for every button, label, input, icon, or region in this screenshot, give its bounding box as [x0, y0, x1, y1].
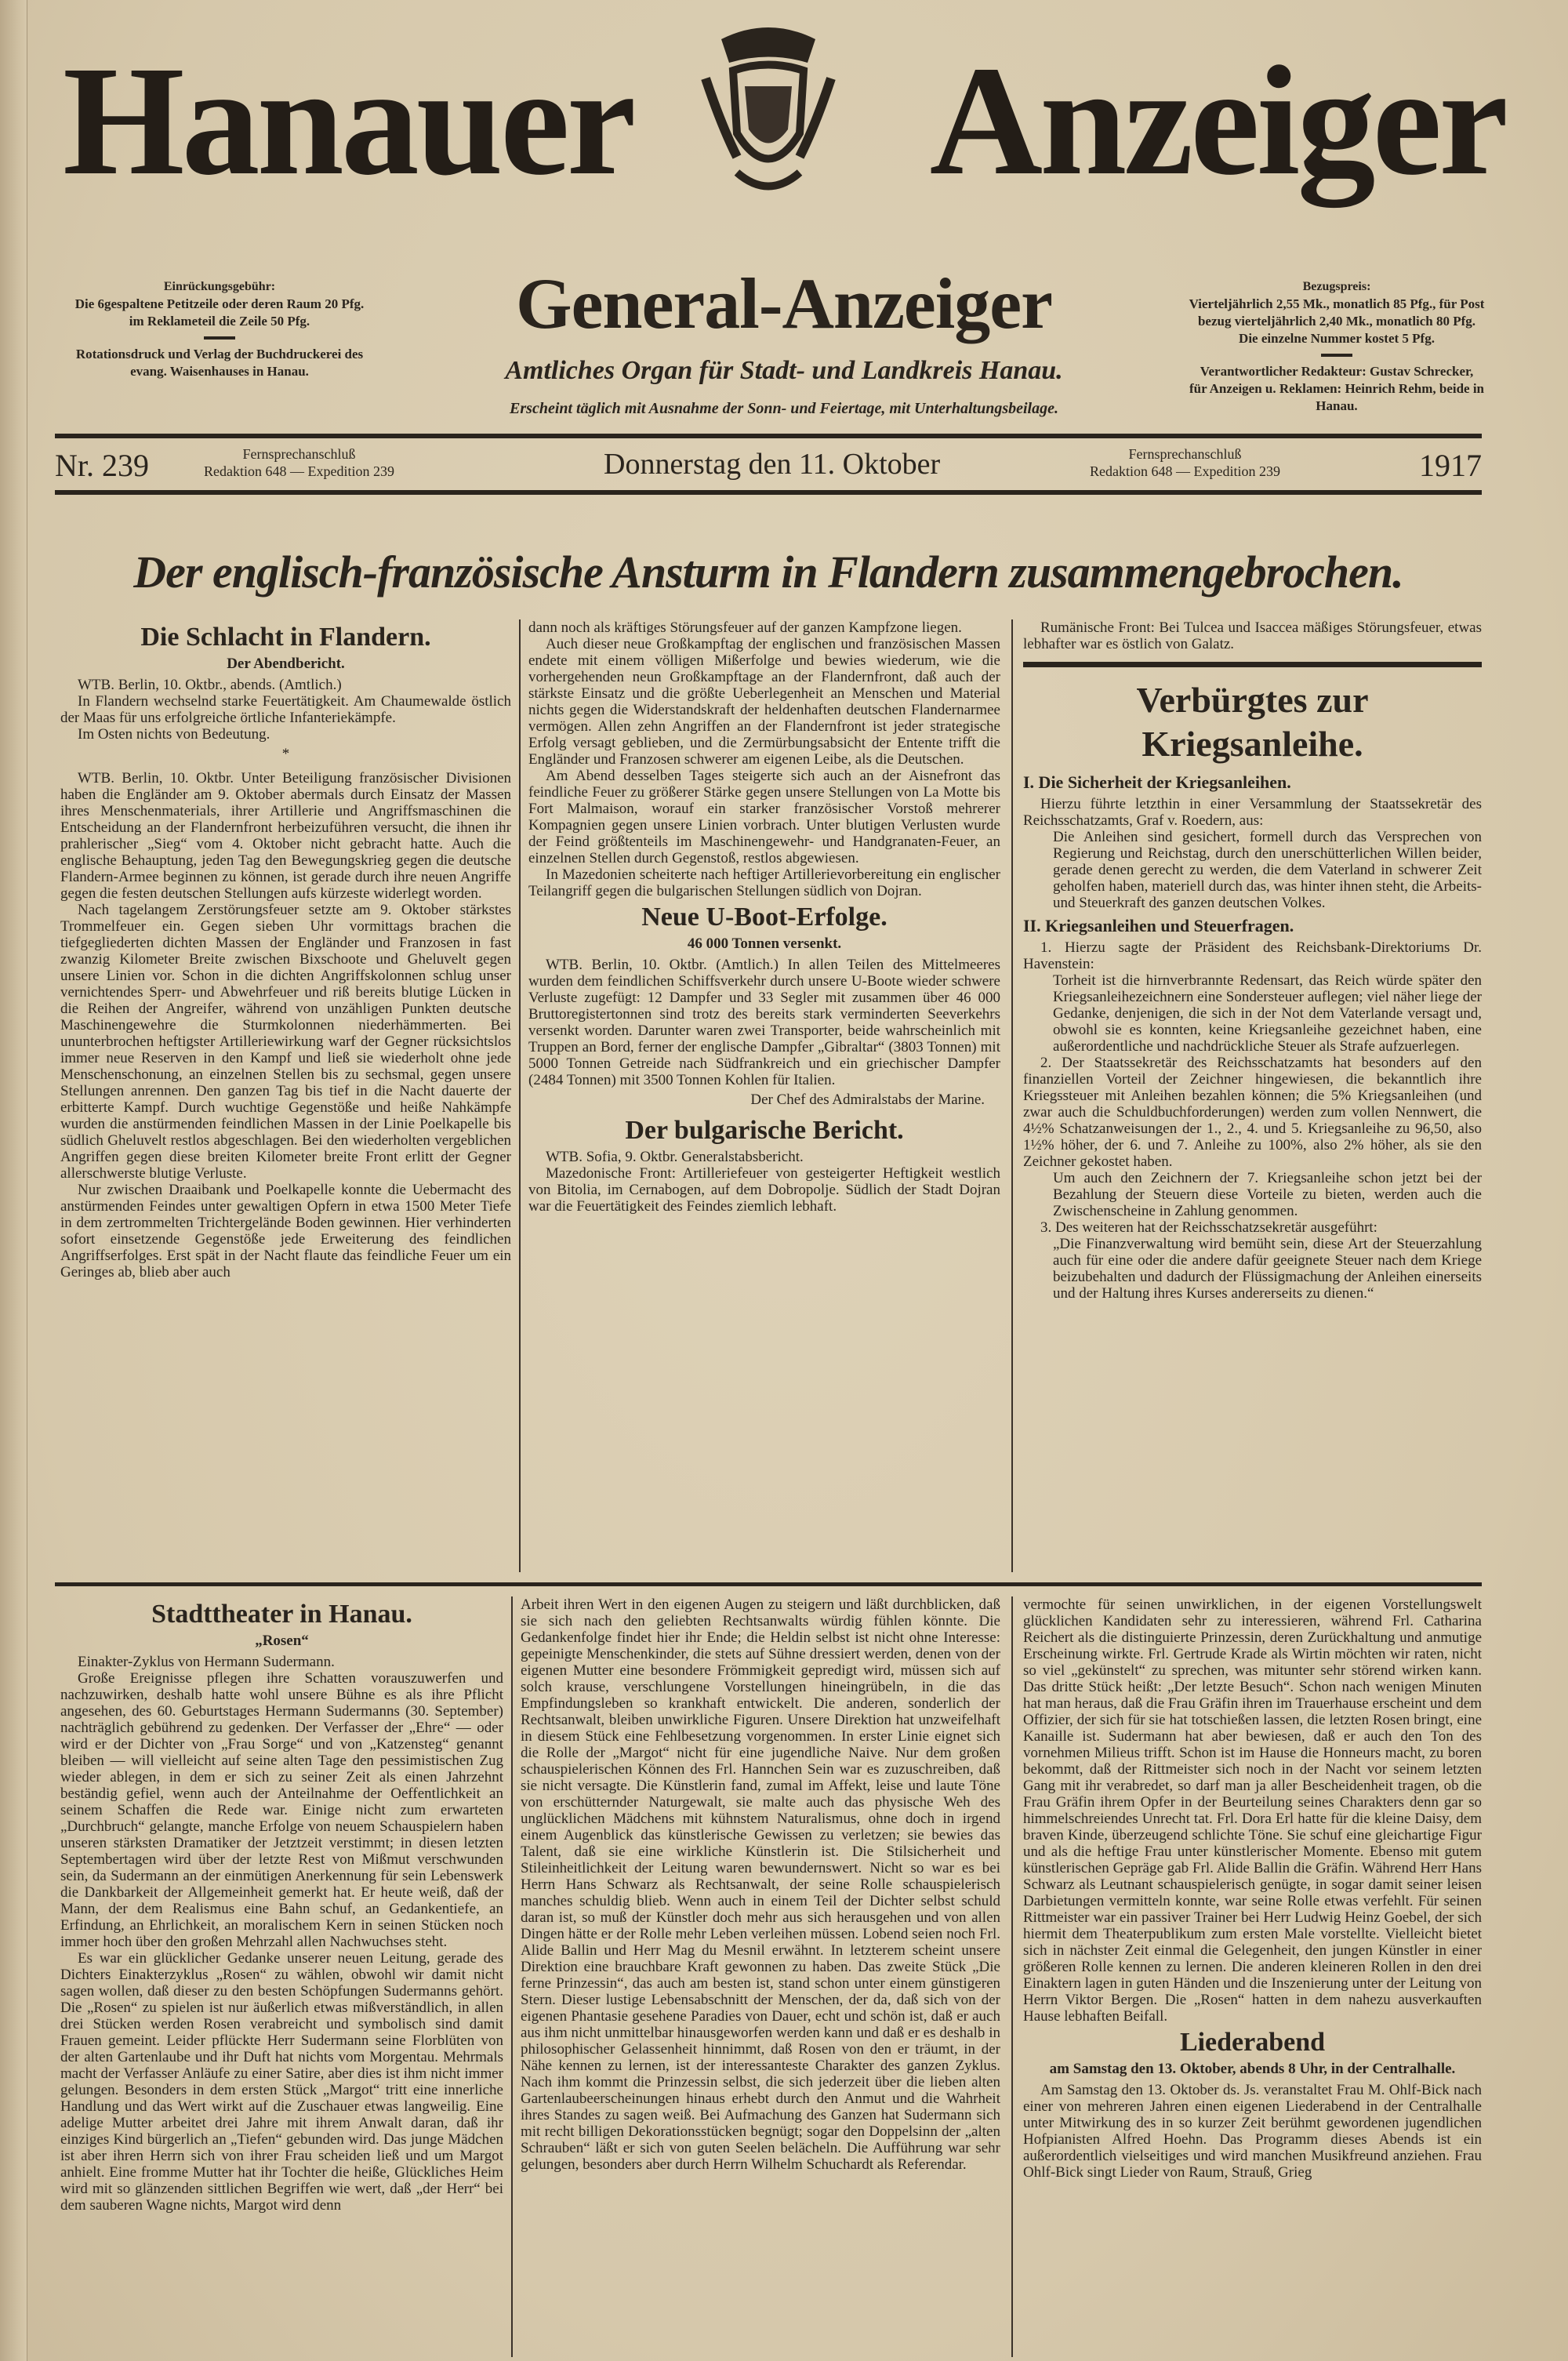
- box-heading: Bezugspreis:: [1302, 280, 1371, 293]
- paragraph: Nach tagelangem Zerstörungsfeuer setzte am 9. Oktober stärkstes Trommelfeuer ein. Gegen sieben Uhr vormittags brachen die tiefgegliederten dichten Massen der Engländer und Franzosen in fast zwanzig Kilometer Breite zwischen Bixschoote und Gheluvelt gegen unsere Linien vor. Schon in die dichten Angriffskolonnen schlug unser vernichtendes Sperr- und Abwehrfeuer und riß bereits blutige Lücken in die Reihen der Angreifer, während von unzähligen Punkten deutsche Maschinengewehre die Sturmkolonnen niederhämmerten. Bei ununterbrochen heftigster Artilleriewirkung warf der Gegner rücksichtslos immer neue Reserven in den Kampf und ließ sie wiederholt ohne jede Menschenschonung, an einzelnen Stellen bis zu sechsmal, gegen unsere Stellungen anrennen. Den ganzen Tag bis tief in die Nacht dauerte der erbitterte Kampf. Durch wuchtige Gegenstöße und heiße Nahkämpfe wurden die anstürmenden feindlichen Massen in der Linie Poelkapelle bis südlich Gheluvelt restlos abgeschlagen. Bei den wiederholten vergeblichen Angriffen gegen diese breiten Kilometer breite Front erlitt der Gegner allerschwerste blutige Verluste.: [60, 902, 511, 1182]
- paragraph: WTB. Sofia, 9. Oktbr. Generalstabsbericht.: [546, 1149, 804, 1165]
- article-heading: Der bulgarische Bericht.: [625, 1116, 904, 1145]
- official-organ: Amtliches Organ für Stadt- und Landkreis Hanau.: [505, 356, 1063, 385]
- title-left: Hanauer: [63, 35, 633, 208]
- quoted-paragraph: „Die Finanzverwaltung wird bemüht sein, diese Art der Steuerzahlung auch für eine oder die andere dafür geeignete Steuer nach dem Kriege beizubehalten und dadurch der Flüssigmachung der Anleihen einerseits und der Haltung ihres Kurses andererseits zu dienen.“: [1053, 1236, 1482, 1302]
- section-heading: II. Kriegsanleihen und Steuerfragen.: [1023, 916, 1294, 935]
- paragraph: Auch dieser neue Großkampftag der englischen und französischen Massen endete mit einem völligen Mißerfolge und bewies wiederum, wie die vorhergehenden neun Großkampftage an der Flandernfront, daß auch der stärkste Einsatz und die größte Ueberlegenheit an Menschen und Material nichts gegen die Widerstandskraft der heldenhaften deutschen Flandernarmee vermögen. Allen zehn Angriffen an der Flandernfront ist jeder strategische Erfolg versagt geblieben, und die Zermürbungsabsicht der Entente trifft die Engländer und Franzosen schwerer am eigenen Leibe, als die Deutschen.: [528, 636, 1000, 768]
- advert-rates-box: [47, 278, 392, 380]
- article-heading: Neue U-Boot-Erfolge.: [641, 903, 887, 932]
- separator: *: [281, 746, 290, 762]
- paragraph: In Mazedonien scheiterte nach heftiger Artillerievorbereitung ein englischer Teilangriff gegen die bulgarischen Stellungen südlich von Dojran.: [528, 866, 1000, 899]
- paragraph: WTB. Berlin, 10. Oktbr. (Amtlich.) In allen Teilen des Mittelmeeres wurden dem feindlichen Schiffsverkehr durch unsere U-Boote wieder schwere Verluste zugefügt: 12 Dampfer und 33 Segler mit zusammen über 46 000 Bruttoregistertonnen sind trotz des bereits stark verminderten Seeverkehrs versenkt worden. Darunter waren zwei Transporter, beide wahrscheinlich mit Truppen an Bord, ferner der englische Dampfer „Gibraltar“ (3803 Tonnen) mit 5000 Tonnen Getreide nach Südfrankreich und ein griechischer Dampfer (2484 Tonnen) mit 3500 Tonnen Kohlen für Italien.: [528, 957, 1000, 1088]
- bottom-column-1: [60, 1596, 503, 2214]
- paragraph: WTB. Berlin, 10. Oktbr., abends. (Amtlich.): [78, 677, 342, 693]
- paragraph: Mazedonische Front: Artilleriefeuer von gesteigerter Heftigkeit westlich von Bitolia, im Cernabogen, auf dem Dobropolje. Südlich der Stadt Dojran war die Feuertätigkeit des Feindes ziemlich lebhaft.: [528, 1165, 1000, 1215]
- paragraph: In Flandern wechselnd starke Feuertätigkeit. Am Chaumewalde östlich der Maas für uns erfolgreiche örtliche Infanteriekämpfe.: [60, 693, 511, 726]
- column-divider: [1011, 1596, 1013, 2357]
- divider: [1023, 662, 1482, 667]
- paragraph: 2. Der Staatssekretär des Reichsschatzamts hat besonders auf den finanziellen Vorteil der Zeichner hingewiesen, die bekanntlich ihre Kriegssteuer mit Anleihen bezahlen können; die 5% Kriegsanleihen (und zwar auch die Schuldbuchforderungen) werden zum vollen Nennwert, die 4½% Schatzanweisungen der 1., 2., 4. und 5. Kriegsanleihe zu 96,50, also 1½% höher, der 6. und 7. Anleihe zu 100%, also 2% höher, als sie den Zeichner gekostet haben.: [1023, 1055, 1482, 1170]
- paragraph: 3. Des weiteren hat der Reichsschatzsekretär ausgeführt:: [1040, 1219, 1377, 1236]
- paragraph: Hierzu führte letzthin in einer Versammlung der Staatssekretär des Reichsschatzamts, Graf v. Roedern, aus:: [1023, 796, 1482, 829]
- paragraph: Einakter-Zyklus von Hermann Sudermann.: [78, 1654, 335, 1670]
- title-right: Anzeiger: [929, 35, 1505, 208]
- publication-note: Erscheint täglich mit Ausnahme der Sonn- und Feiertage, mit Unterhaltungsbeilage.: [510, 400, 1058, 417]
- phone-numbers: Redaktion 648 — Expedition 239: [204, 463, 394, 479]
- box-line: Verantwortlicher Redakteur: Gustav Schrecker,: [1200, 364, 1474, 379]
- box-line: Die 6gespaltene Petitzeile oder deren Raum 20 Pfg.: [74, 296, 365, 311]
- quoted-paragraph: Torheit ist die hirnverbrannte Redensart, das Reich würde später den Kriegsanleihezeichnern eine Sondersteuer auflegen; viel näher liege der Gedanke, denjenigen, die sich in der Not dem Vaterlande versagt und, obwohl sie es konnten, keine Kriegsanleihe gezeichnet haben, eine außerordentliche und nachdrückliche Steuer als Strafe aufzuerlegen.: [1053, 972, 1482, 1055]
- article-heading: Liederabend: [1179, 2028, 1326, 2057]
- paragraph: 1. Hierzu sagte der Präsident des Reichsbank-Direktoriums Dr. Havenstein:: [1023, 939, 1482, 972]
- article-heading: Die Schlacht in Flandern.: [140, 623, 431, 652]
- article-subheading: 46 000 Tonnen versenkt.: [687, 935, 842, 952]
- box-line: für Anzeigen u. Reklamen: Heinrich Rehm, beide in Hanau.: [1189, 381, 1485, 413]
- subtitle: General-Anzeiger: [516, 263, 1052, 343]
- phone-label: Fernsprechanschluß: [242, 446, 356, 462]
- dateline: [55, 445, 1482, 486]
- divider: [55, 490, 1482, 495]
- section-heading: I. Die Sicherheit der Kriegsanleihen.: [1023, 772, 1291, 792]
- box-line: Rotationsdruck und Verlag der Buchdruckerei des: [75, 347, 364, 361]
- quoted-paragraph: Um auch den Zeichnern der 7. Kriegsanleihe schon jetzt bei der Bezahlung der Steuern diese Vorteile zu bieten, werden auch die Zwischenscheine in Zahlung genommen.: [1053, 1170, 1482, 1219]
- paragraph: Es war ein glücklicher Gedanke unserer neuen Leitung, gerade des Dichters Einakterzyklus „Rosen“ zu wählen, obwohl wir damit nicht sagen wollen, daß dieser zu den besten Schöpfungen Sudermanns gehört. Die „Rosen“ zu spielen ist nur äußerlich etwas mißverständlich, in allen drei Stücken werden Rosen verabreicht und symbolisch sind damit Frauen gemeint. Leider pflückte Herr Sudermann seine Florblüten von der alten Gartenlaube und ihr Duft hat nichts vom Morgentau. Mehrmals macht der Verfasser Anläufe zu einer Satire, aber dies ist ihm nicht immer gelungen. Besonders in dem ersten Stück „Margot“ tritt eine innerliche Handlung und das Wert wirkt auf die Zuschauer etwas langweilig. Eine adelige Mutter arbeitet drei Jahre mit ihrem Anwalt daran, daß ihr einziges Kind bürgerlich an „Tiefen“ gebunden wird. Das junge Mädchen ist aber ihren Herrn sich von ihrer Frau scheiden ließ und um Margot anhielt. Eine fromme Mutter hat ihr Tochter die heiße, Glückliches Heim wird mit so glänzenden sittlichen Begriffen wie wert, daß „der Herr“ bei dem sauberen Wagne nichts, Margot wird denn: [60, 1950, 503, 2214]
- column-divider: [519, 619, 521, 1572]
- phone-numbers: Redaktion 648 — Expedition 239: [1090, 463, 1280, 479]
- top-column-1: [60, 619, 511, 1280]
- column-divider: [1011, 619, 1013, 1572]
- issue-year: 1917: [1419, 448, 1482, 483]
- box-line: im Reklameteil die Zeile 50 Pfg.: [129, 314, 310, 329]
- box-line: Die einzelne Nummer kostet 5 Pfg.: [1239, 331, 1435, 346]
- paragraph: Nur zwischen Draaibank und Poelkapelle konnte die Uebermacht des anstürmenden Feindes unter gewaltigen Opfern in etwa 1500 Meter Tiefe in dem zertrommelten Trichtergelände Boden gewinnen. Hier verhinderten sofort einsetzende Gegenstöße jede Erweiterung des feindlichen Angriffserfolges. Erst spät in der Nacht flaute das feindliche Feuer um ein Geringes ab, blieb aber auch: [60, 1182, 511, 1280]
- torn-page-edge: [0, 0, 27, 2361]
- quoted-paragraph: Die Anleihen sind gesichert, formell durch das Versprechen von Regierung und Reichstag, durch den unerschütterlichen Willen beider, gerade denen gerecht zu werden, die dem Vaterland in schwerer Zeit geholfen haben, materiell durch das, was hinter ihnen steht, die Arbeits- und Steuerkraft des ganzen deutschen Volkes.: [1053, 829, 1482, 911]
- phone-label: Fernsprechanschluß: [1128, 446, 1242, 462]
- issue-number: Nr. 239: [55, 448, 149, 483]
- divider: [55, 434, 1482, 438]
- coat-of-arms-icon: [690, 16, 847, 204]
- divider: [204, 336, 235, 340]
- box-line: evang. Waisenhauses in Hanau.: [130, 364, 309, 379]
- top-column-3: [1023, 619, 1482, 1302]
- box-heading: Einrückungsgebühr:: [163, 280, 276, 293]
- divider: [55, 1582, 1482, 1586]
- bottom-column-2: [521, 1596, 1000, 2173]
- article-subheading: Der Abendbericht.: [227, 656, 345, 672]
- subscription-box: [1168, 278, 1505, 415]
- paragraph: Arbeit ihren Wert in den eigenen Augen zu steigern und läßt durchblicken, daß sie sich nach den geliebten Rechtsanwalts würdig fühlen könnte. Die Gedankenfolge findet hier ihr Ende; die Heldin selbst ist nicht ohne Interesse: gepeinigte Menschenkinder, die stets auf Sühne dressiert werden, denen von der eigenen Mutter eine besondere Frömmigkeit gepredigt wird, müssen sich auf solch krause, verschlungene Vorstellungen hineingrübeln, in die das Empfindungsleben so krankhaft entwickelt. Die anderen, sonderlich der Rechtsanwalt, bleiben unwirkliche Figuren. Unsere Direktion hat unzweifelhaft in diesem Stück eine Fehlbesetzung vorgenommen. In erster Linie eignet sich die Rolle der „Margot“ nicht für eine jugendliche Naive. Nur dem großen schauspielerischen Können des Frl. Hannchen Sein war es zuzuschreiben, daß sie nicht versagte. Die Künstlerin fand, zumal im Affekt, leise und laute Töne von erschütternder Naturgewalt, sie malte auch das physische Weh des unglücklichen Mädchens mit kühnstem Naturalismus, ohne doch in irgend einem Augenblick das künstlerische Gewissen zu verletzen; sie bewies das Talent, daß sie eine wirkliche Künstlerin ist. Die Stilsicherheit und Stileinheitlichkeit der Leitung waren bewundernswert. Nicht so war es bei Herrn Hans Schwarz als Rechtsanwalt, der seine Rolle schauspielerisch manches schuldig blieb. Wenn auch in einem Teil der Dichter selbst schuld daran ist, so muß der Künstler doch mehr aus sich herausgehen und von allen Dingen hätte er der Rolle mehr Leben verleihen müssen. Lobend seien noch Frl. Alide Ballin und Herr Mag du Mesnil erwähnt. In letzterem scheint unsere Direktion eine brauchbare Kraft gewonnen zu haben. Das zweite Stück „Die ferne Prinzessin“, das auch am besten ist, stand schon unter einem günstigeren Stern. Dieser lustige Lebensabschnitt der Menschen, der da, daß sich von der eigenen Phantasie gesehene Paradies von Dauer, echt und schön ist, daß er auch aus ihm nicht unmittelbar hinausgeworfen werden kann und daß er es deshalb in philosophischer Gelassenheit hinnimmt, daß Rosen von den er träumt, in der Nähe kennen zu lernen, ist der interessanteste Charakter des ganzen Zyklus. Nach ihm kommt die Prinzessin selbst, die sich jederzeit über die lieben alten Gartenlaubeerscheinungen hinaus erhebt durch den Anmut und die Wahrheit ihres Standes zu sagen weiß. Bei Aufmachung des Ganzen hat Sudermann sich mit recht billigen Dekorationsstücken begnügt; sogar den Doppelsinn der „alten Schrauben“ läßt er sich von guten Seelen belächeln. Die Aufführung war sehr gelungen, besonders aber durch Herrn Wilhelm Schuchardt als Referendar.: [521, 1596, 1000, 2173]
- issue-date: Donnerstag den 11. Oktober: [604, 448, 941, 481]
- article-subheading: „Rosen“: [255, 1633, 309, 1649]
- paragraph: Am Abend desselben Tages steigerte sich auch an der Aisnefront das feindliche Feuer zu größerer Stärke gegen unsere Stellungen von La Motte bis Fort Malmaison, worauf ein starker französischer Vorstoß mehrerer Kompagnien gegen unsere Linien vorbrach. Unter blutigen Verlusten wurde der Feind größtenteils im Maschinengewehr- und Handgranaten-Feuer, an einzelnen Stellen durch Gegenstoß, restlos abgewiesen.: [528, 768, 1000, 866]
- paragraph: dann noch als kräftiges Störungsfeuer auf der ganzen Kampfzone liegen.: [528, 619, 962, 636]
- bottom-column-3: [1023, 1596, 1482, 2181]
- article-heading: Stadttheater in Hanau.: [151, 1600, 412, 1629]
- phone-info-left: [204, 445, 394, 480]
- paragraph: Große Ereignisse pflegen ihre Schatten vorauszuwerfen und nachzuwirken, deshalb hatte wohl unsere Bühne es als ihre Pflicht angesehen, des 60. Geburtstages Hermann Sudermanns (30. September) nachträglich gebührend zu gedenken. Der Verfasser der „Ehre“ — oder wird er der Dichter von „Frau Sorge“ und von „Katzensteg“ genannt bleiben — will vielleicht auf seine alten Tage den pessimistischen Zug wieder ablegen, in dem er sich zu seiner Zeit als einen Jahrzehnt beständig gefiel, wenn auch der Anteilnahme der Oeffentlichkeit an seinem Schaffen die Rede war. Einige nicht zum erwarteten „Durchbruch“ gelangte, manche Erfolge von neuem Schauspielern haben unseren stärksten Dramatiker der Jetztzeit verstimmt; in diesen letzten Septembertagen wird über der letzte Rest von Mißmut verschwunden sein, da Sudermann an der einmütigen Anerkennung für sein Lebenswerk die Dankbarkeit der Allgemeinheit gemerkt hat. Er heute weiß, daß der Mann, der dem Realismus eine Bahn schuf, an Gedankentiefe, an Erfindung, an Ehrlichkeit, an moralischem Kern in seinen Stücken noch immer hoch über den großen Mehrzahl allen Nachwuchses steht.: [60, 1670, 503, 1950]
- paragraph: vermochte für seinen unwirklichen, in der eigenen Vorstellungswelt glücklichen Kandidaten sehr zu interessieren, während Frl. Catharina Reichert als die distinguierte Prinzessin, deren Zurückhaltung und anmutige Erscheinung wirkte. Frl. Gertrude Krade als Wirtin möchten wir raten, nicht so viel „gekünstelt“ zu sprechen, was mitunter sehr störend wirken kann. Das dritte Stück heißt: „Der letzte Besuch“. Schon nach wenigen Minuten hat man heraus, daß die Frau Gräfin ihren im Trauerhause erscheint und dem Offizier, der sich für sie hat totschießen lassen, die letzten Rosen bringt, eine Kanaille ist. Sudermann hat aber bewiesen, daß er auch den Ton des vornehmen Milieus trifft. Schon ist im Hause die Honneurs macht, zu boren bekommt, daß der Rittmeister sich noch in der Nacht vor seinem letzten Gang mit ihr verabredet, so darf man ja aller Bescheidenheit tragen, ob die Frau Gräfin ihrem Opfer in der Beurteilung seines Charakters denn gar so himmelschreiendes Unrecht tat. Frl. Dora Erl hatte für die kleine Daisy, dem braven Kinde, überzeugend schlichte Töne. Sie schuf eine gleichartige Figur und als die heftige Frau unter künstlerischer Momente. Ebenso mit gutem künstlerischen Gepräge gab Frl. Alide Ballin die Gräfin. Während Herr Hans Schwarz als Leutnant schauspielerisch genügte, in sogar damit seiner leisen Darbietungen vermitteln konnte, war seine Rolle etwas verfehlt. Für seinen Rittmeister war ein passiver Trainer bei Herr Ludwig Heinz Goebel, der sich hiermit dem Theaterpublikum zum ersten Male vorstellte. Vielleicht bietet sich in nächster Zeit einmal die Gelegenheit, den jungen Künstler in einer größeren Rolle kennen zu lernen. Die anderen kleineren Rollen in den drei Einaktern lagen in guten Händen und die Inszenierung unter der Leitung von Herrn Viktor Bergen. Die „Rosen“ hatten in dem nahezu ausverkauften Hause lebhaften Beifall.: [1023, 1596, 1482, 2025]
- divider: [1321, 354, 1352, 357]
- top-column-2: [528, 619, 1000, 1215]
- paragraph: WTB. Berlin, 10. Oktbr. Unter Beteiligung französischer Divisionen haben die Engländer am 9. Oktober abermals durch Einsatz der Massen ihres Menschenmaterials, ihrer Artillerie und Angriffsmaschinen die Entscheidung an der Flandernfront herbeizuführen versucht, die ihnen ihr prahlerischer „Sieg“ vom 4. Oktober nicht gebracht hatte. Auch die englische Behauptung, jeden Tag den Bewegungskrieg gegen die deutsche Flandern-Armee beginnen zu können, ist gerade durch ihre neuen Angriffe gegen die festen deutschen Stellungen aufs kürzeste widerlegt worden.: [60, 770, 511, 902]
- phone-info-right: [1090, 445, 1280, 480]
- paragraph: Rumänische Front: Bei Tulcea und Isaccea mäßiges Störungsfeuer, etwas lebhafter war es östlich von Galatz.: [1023, 619, 1482, 652]
- box-line: bezug vierteljährlich 2,40 Mk., monatlich 80 Pfg.: [1197, 314, 1476, 329]
- paragraph: Im Osten nichts von Bedeutung.: [78, 726, 270, 743]
- signature: Der Chef des Admiralstabs der Marine.: [750, 1092, 985, 1108]
- article-subheading: am Samstag den 13. Oktober, abends 8 Uhr, in der Centralhalle.: [1049, 2061, 1456, 2077]
- article-heading: Verbürgtes zur Kriegsanleihe.: [1136, 680, 1369, 764]
- box-line: Vierteljährlich 2,55 Mk., monatlich 85 Pfg., für Post: [1189, 296, 1485, 311]
- paragraph: Am Samstag den 13. Oktober ds. Js. veranstaltet Frau M. Ohlf-Bick nach einer von mehreren Jahren einen eigenen Liederabend in der Centralhalle unter Mitwirkung des in so kurzer Zeit berühmt gewordenen jugendlichen Hofpianisten Alfred Hoehn. Das Programm dieses Abends ist ein außerordentlich vielseitiges und wird manchen Musikfreund anziehen. Frau Ohlf-Bick singt Lieder von Raum, Strauß, Grieg: [1023, 2082, 1482, 2181]
- main-headline: Der englisch-französische Ansturm in Flandern zusammengebrochen.: [133, 547, 1403, 598]
- column-divider: [511, 1596, 513, 2357]
